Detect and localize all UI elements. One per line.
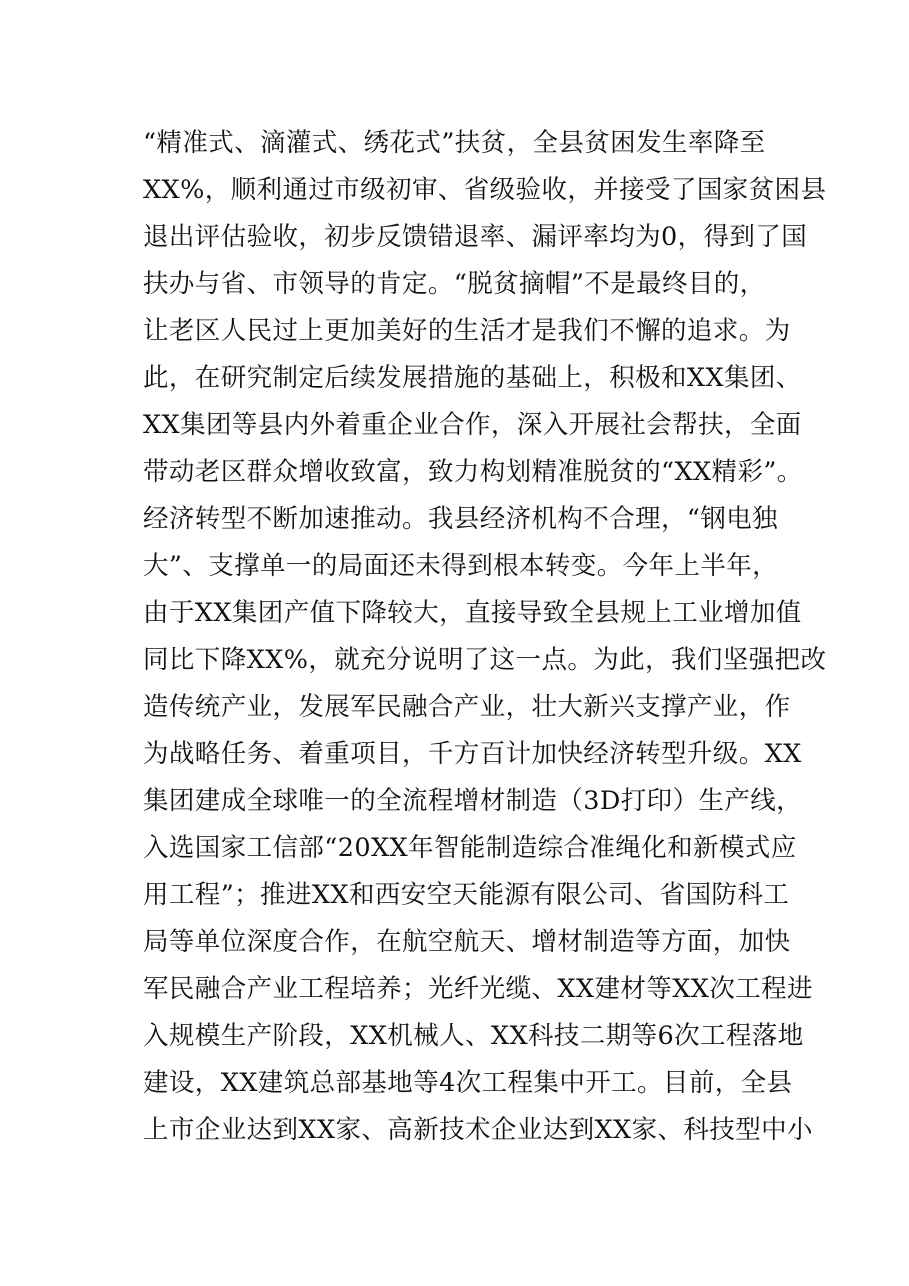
text-line: “精准式、滴灌式、绣花式”扶贫，全县贫困发生率降至 [143,128,766,158]
text-line: 扶办与省、市领导的肯定。“脱贫摘帽”不是最终目的， [143,269,766,299]
text-line: 集团建成全球唯一的全流程增材制造（3D打印）生产线， [143,786,803,816]
text-line: 此，在研究制定后续发展措施的基础上，积极和XX集团、 [143,363,802,393]
text-line: 为战略任务、着重项目，千方百计加快经济转型升级。XX [143,739,802,769]
text-line: 经济转型不断加速推动。我县经济机构不合理，“钢电独 [143,504,779,534]
text-line: XX%，顺利通过市级初审、省级验收，并接受了国家贫困县 [143,175,827,205]
text-line: 用工程”；推进XX和西安空天能源有限公司、省国防科工 [143,880,790,910]
text-line: 局等单位深度合作，在航空航天、增材制造等方面，加快 [143,927,791,957]
text-line: 大”、支撑单一的局面还未得到根本转变。今年上半年， [143,551,779,581]
text-line: 让老区人民过上更加美好的生活才是我们不懈的追求。为 [143,316,791,346]
text-line: 上市企业达到XX家、高新技术企业达到XX家、科技型中小 [143,1115,813,1145]
text-line: 退出评估验收，初步反馈错退率、漏评率均为0，得到了国 [143,222,808,252]
text-line: 由于XX集团产值下降较大，直接导致全县规上工业增加值 [143,598,802,628]
text-line: 造传统产业，发展军民融合产业，壮大新兴支撑产业，作 [143,692,791,722]
body-paragraph [143,120,827,1154]
text-line: 带动老区群众增收致富，致力构划精准脱贫的“XX精彩”。 [143,457,803,487]
text-line: 军民融合产业工程培养；光纤光缆、XX建材等XX次工程进 [143,974,813,1004]
text-line: 入选国家工信部“20XX年智能制造综合准绳化和新模式应 [143,833,797,863]
text-line: 同比下降XX%，就充分说明了这一点。为此，我们坚强把改 [143,645,827,675]
text-line: 入规模生产阶段，XX机械人、XX科技二期等6次工程落地 [143,1021,804,1051]
text-line: 建设，XX建筑总部基地等4次工程集中开工。目前，全县 [143,1068,793,1098]
text-line: XX集团等县内外着重企业合作，深入开展社会帮扶，全面 [143,410,802,440]
